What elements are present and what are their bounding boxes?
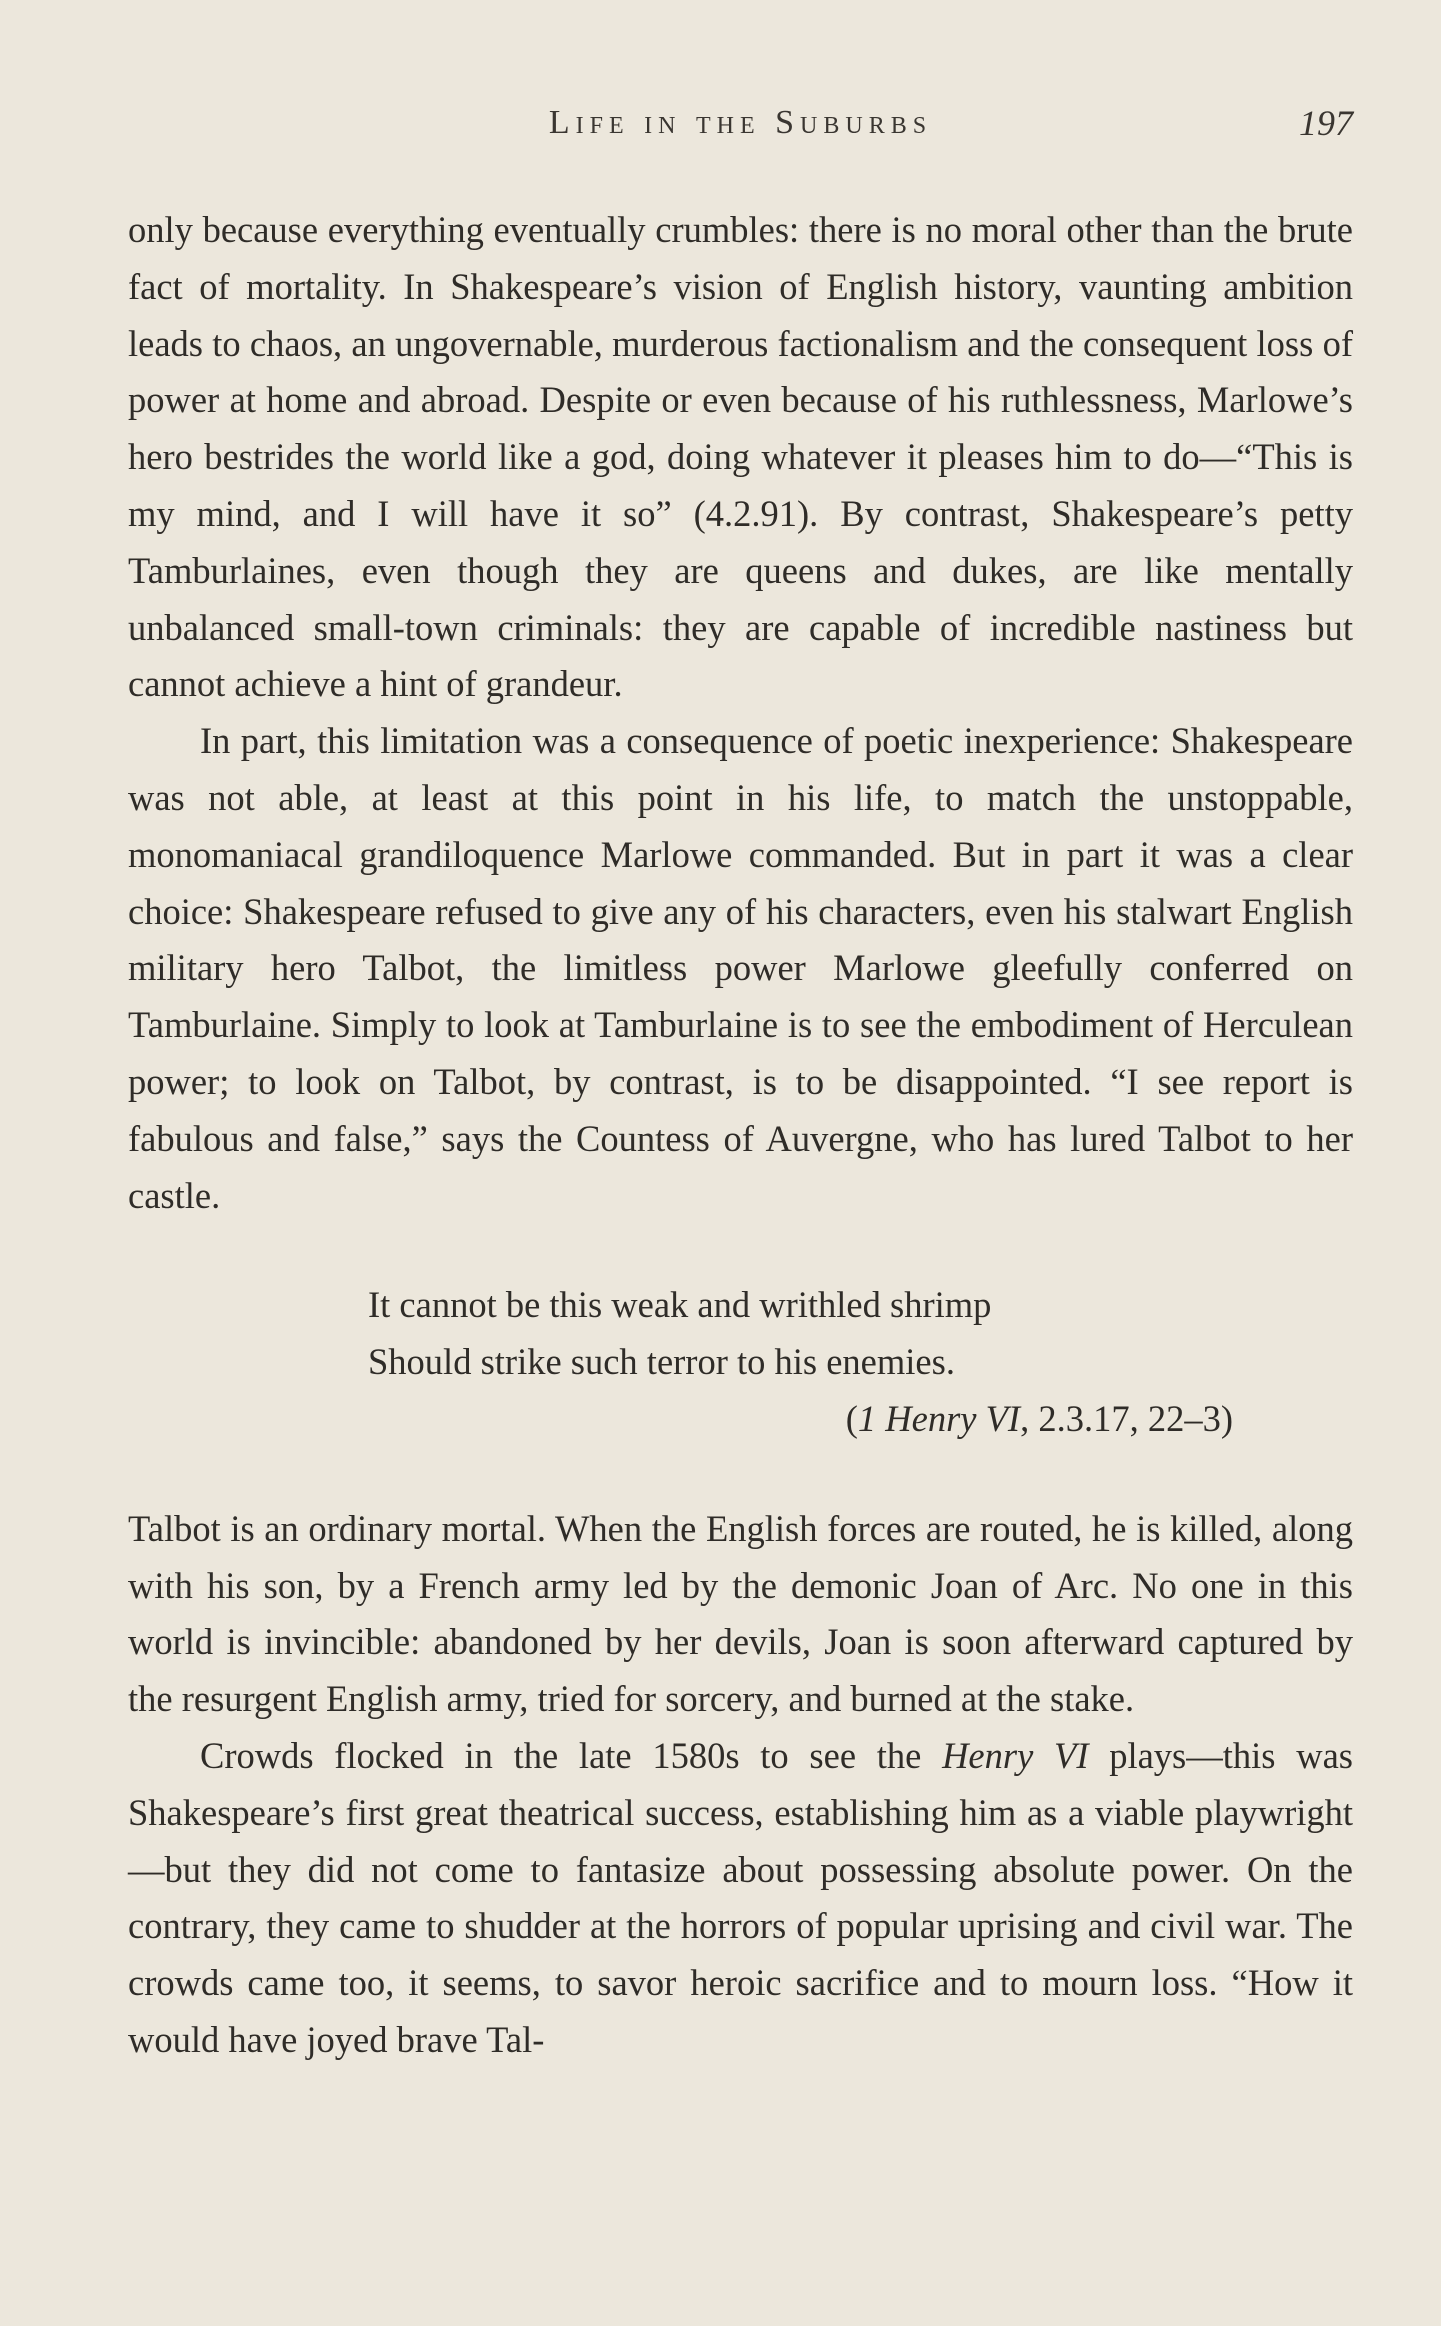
citation-open: (: [845, 1397, 858, 1439]
citation-title: 1 Henry VI: [857, 1397, 1021, 1439]
quote-line-1: It cannot be this weak and writhled shrimp: [368, 1284, 992, 1326]
paragraph-3: Talbot is an ordinary mortal. When the English forces are routed, he is killed, along with his son, by a French army led by the demonic Joan of Arc. No one in this world is invincible: abandoned by her devils, Joan is soon afterward captured by the resurgent English army, tried for sorcery, and burned at the stake.: [128, 1507, 1353, 1720]
quote-line-2: Should strike such terror to his enemies.: [368, 1341, 955, 1383]
paragraph-2: In part, this limitation was a consequence of poetic inexperience: Shakespeare was not able, at least at this point in his life, to match the unstoppable, monomaniacal grandiloquence Marlowe commanded. But in part it was a clear choice: Shakespeare refused to give any of his characters, even his stalwart English military hero Talbot, the limitless power Marlowe gleefully conferred on Tamburlaine. Simply to look at Tamburlaine is to see the embodiment of Herculean power; to look on Talbot, by contrast, is to be disappointed. “I see report is fabulous and false,” says the Countess of Auvergne, who has lured Talbot to her castle.: [128, 720, 1353, 1216]
citation-reference: , 2.3.17, 22–3): [1020, 1397, 1233, 1439]
paragraph-4: [128, 1728, 1353, 2069]
body-text: [128, 202, 1353, 2069]
running-head: [128, 98, 1353, 148]
paragraph-4-start: Crowds flocked in the late 1580s to see the: [200, 1734, 943, 1776]
block-quote: [128, 1277, 1233, 1447]
page-number: 197: [1299, 103, 1353, 143]
play-title: Henry VI: [942, 1734, 1089, 1776]
paragraph-4-rest: plays—this was Shakespeare’s first great theatrical success, establishing him as a viable playwright—but they did not come to fantasize about possessing absolute power. On the contrary, they came to shudder at the horrors of popular uprising and civil war. The crowds came too, it seems, to savor heroic sacrifice and to mourn loss. “How it would have joyed brave Tal-: [128, 1734, 1353, 2060]
quote-citation: [368, 1391, 1233, 1448]
paragraph-1: only because everything eventually crumbles: there is no moral other than the brute fact of mortality. In Shakespeare’s vision of English history, vaunting ambition leads to chaos, an ungovernable, murderous factionalism and the consequent loss of power at home and abroad. Despite or even because of his ruthlessness, Marlowe’s hero bestrides the world like a god, doing whatever it pleases him to do—“This is my mind, and I will have it so” (4.2.91). By contrast, Shakespeare’s petty Tamburlaines, even though they are queens and dukes, are like mentally unbalanced small-town criminals: they are capable of incredible nastiness but cannot achieve a hint of grandeur.: [128, 209, 1353, 705]
running-title: Life in the Suburbs: [548, 104, 933, 141]
